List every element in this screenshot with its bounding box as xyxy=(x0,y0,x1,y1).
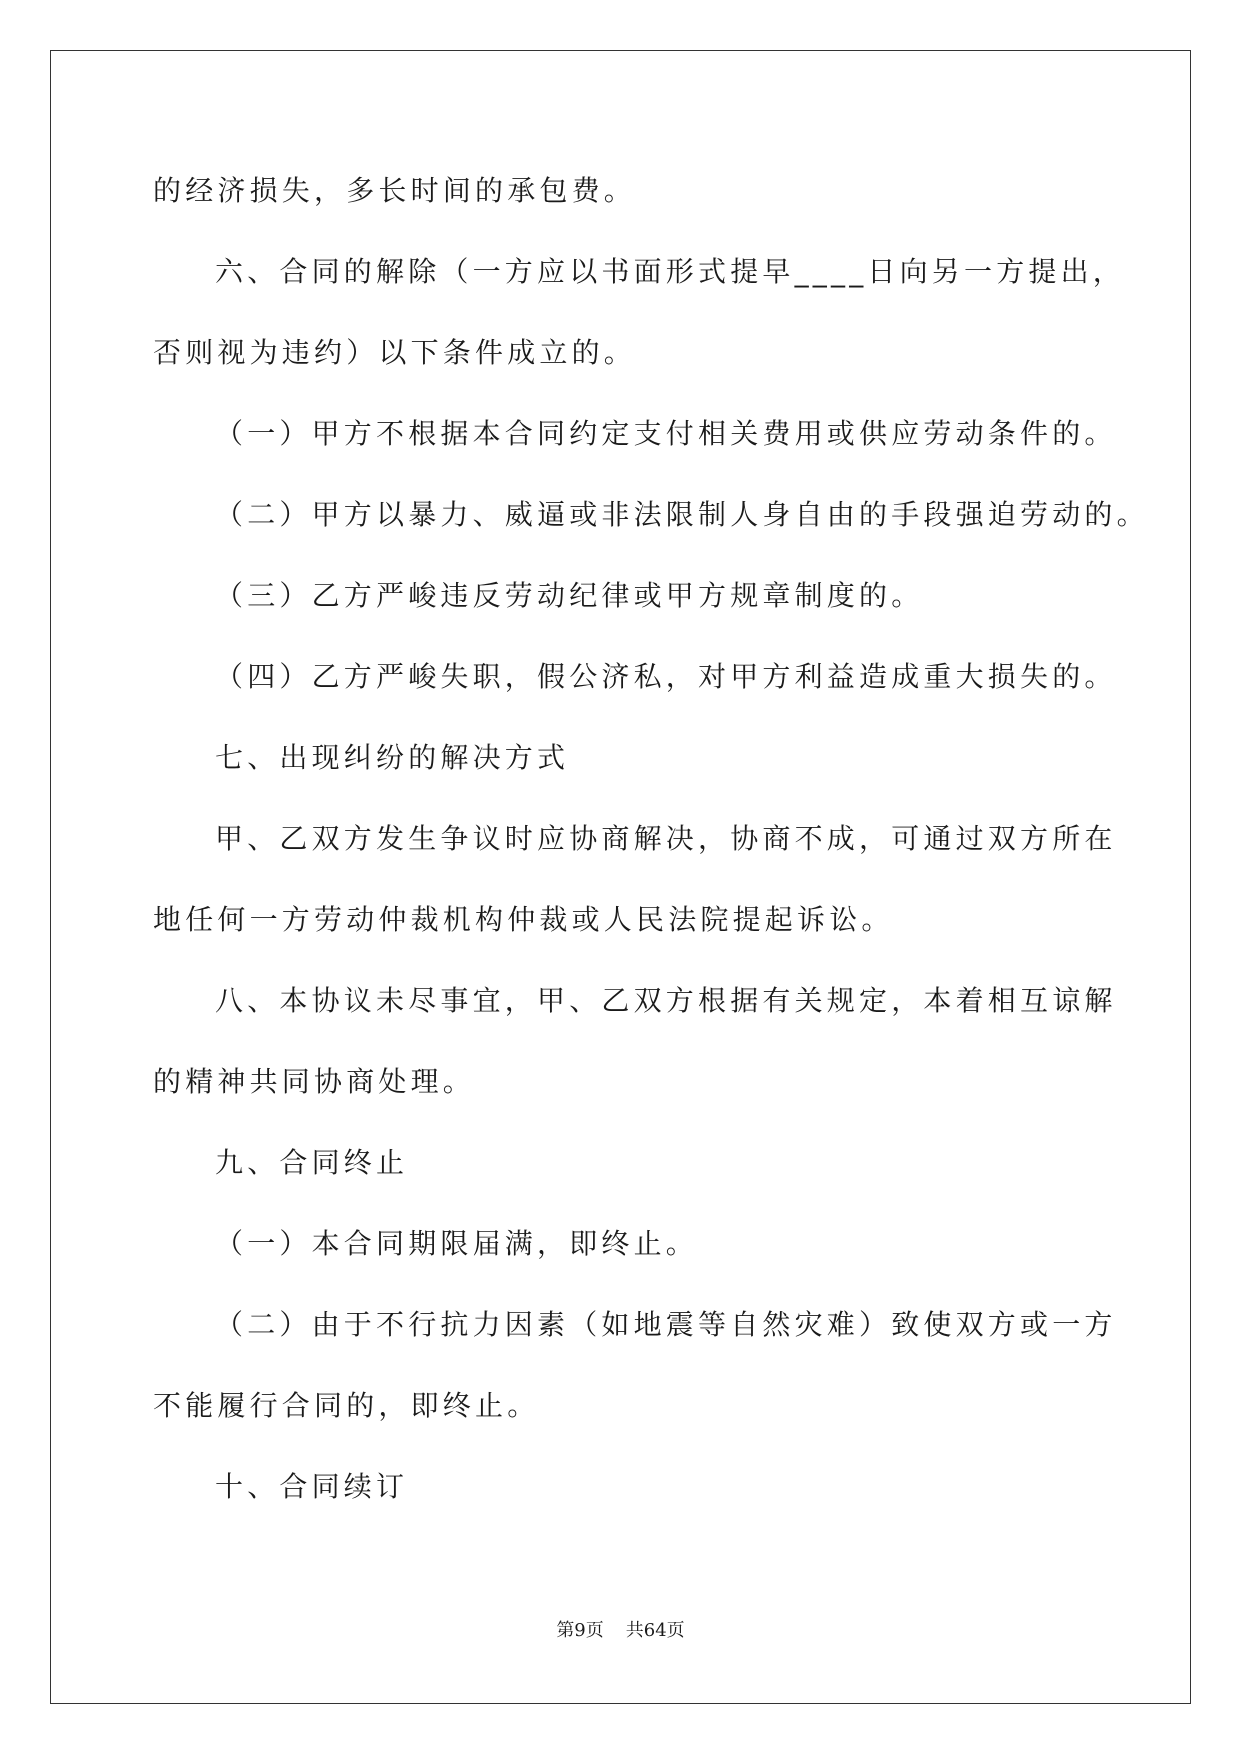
text-line: （三）乙方严峻违反劳动纪律或甲方规章制度的。 xyxy=(215,579,924,612)
page-footer xyxy=(0,1616,1241,1642)
text-line: 九、合同终止 xyxy=(215,1146,409,1179)
text-line: 的精神共同协商处理。 xyxy=(153,1065,476,1098)
text-line: 不能履行合同的，即终止。 xyxy=(153,1389,540,1422)
text-line: 六、合同的解除（一方应以书面形式提早____日向另一方提出， xyxy=(215,255,1126,288)
text-line: （二）由于不行抗力因素（如地震等自然灾难）致使双方或一方 xyxy=(215,1308,1117,1341)
page-total: 共64页 xyxy=(625,1620,685,1641)
page-border xyxy=(50,50,1191,1704)
text-line: 八、本协议未尽事宜，甲、乙双方根据有关规定，本着相互谅解 xyxy=(215,984,1117,1017)
text-line: 十、合同续订 xyxy=(215,1470,409,1503)
text-line: （一）甲方不根据本合同约定支付相关费用或供应劳动条件的。 xyxy=(215,417,1117,450)
text-line: 甲、乙双方发生争议时应协商解决，协商不成，可通过双方所在 xyxy=(215,822,1117,855)
text-line: （一）本合同期限届满，即终止。 xyxy=(215,1227,699,1260)
text-line: （四）乙方严峻失职，假公济私，对甲方利益造成重大损失的。 xyxy=(215,660,1117,693)
text-line: 的经济损失，多长时间的承包费。 xyxy=(153,174,637,207)
text-line: 七、出现纠纷的解决方式 xyxy=(215,741,570,774)
text-line: 否则视为违约）以下条件成立的。 xyxy=(153,336,637,369)
page-number: 第9页 xyxy=(556,1620,604,1641)
text-line: （二）甲方以暴力、威逼或非法限制人身自由的手段强迫劳动的。 xyxy=(215,498,1149,531)
text-line: 地任何一方劳动仲裁机构仲裁或人民法院提起诉讼。 xyxy=(153,903,894,936)
